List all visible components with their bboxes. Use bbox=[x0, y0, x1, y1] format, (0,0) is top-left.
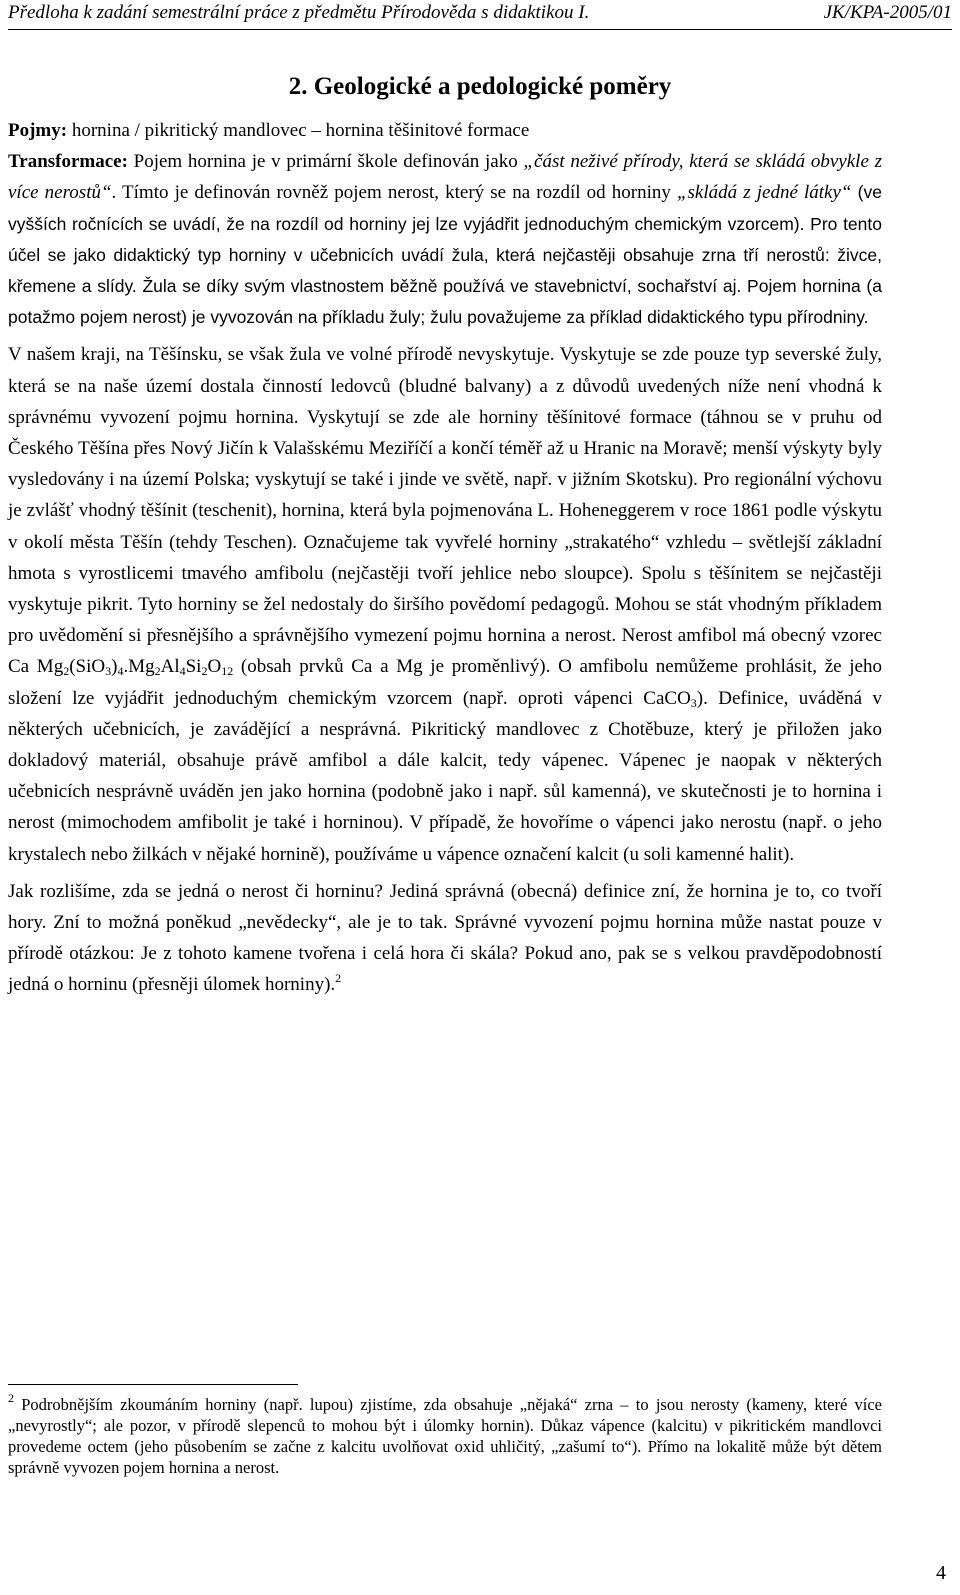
text-run: ). bbox=[696, 687, 708, 709]
emphasis-definition: „skládá z jedné látky“ bbox=[676, 182, 852, 204]
subscript: 2 bbox=[154, 664, 161, 679]
formula-part: ) bbox=[111, 656, 118, 678]
page-header bbox=[8, 0, 952, 30]
footnote bbox=[8, 1391, 882, 1478]
text-run: V případě, že hovoříme o vápenci jako nerostu (např. o jeho krystalech nebo žilkách v nějaké hornině), používáme u vápence označení kalcit (u soli kamenné halit). bbox=[8, 812, 882, 865]
text-run: Pikritický mandlovec z Chotěbuze, který je přiložen jako dokladový materiál, obsahuje právě amfibol a dále kalcit, tedy vápenec. bbox=[8, 718, 882, 772]
text-run: Označujeme tak vyvřelé horniny „strakatého“ vzhledu – světlejší základní hmota s vyrostlicemi tmavého amfibolu (nejčastěji tvoří jehlice nebo sloupce). bbox=[8, 531, 882, 584]
header-course-title: Předloha k zadání semestrální práce z předmětu Přírodověda s didaktikou I. bbox=[8, 2, 590, 23]
body-text bbox=[8, 115, 882, 1001]
header-document-code: JK/KPA-2005/01 bbox=[823, 2, 952, 23]
footnote-mark: 2 bbox=[8, 1391, 14, 1405]
section-title: 2. Geologické a pedologické poměry bbox=[288, 73, 672, 100]
footnote-text: Podrobnějším zkoumáním horniny (např. lupou) zjistíme, zda obsahuje „nějaká“ zrna – to jsou nerosty (kameny, které více „nevyrostly“; ale pozor, v přírodě slepenců to mohou být i úlomky hornin). Důkaz vápence (kalcitu) v pikritickém mandlovci provedeme octem (jeho působením se začne z kalcitu uvolňovat oxid uhličitý, „zašumí to“). Přímo na lokalitě může být dětem správně vyvozen pojem hornina a nerost. bbox=[8, 1395, 882, 1477]
subscript: 4 bbox=[179, 664, 186, 679]
text-run: Vyskytuje se zde pouze typ severské žuly, která se na naše území dostala činností ledovců (bludné balvany) a z důvodů uvedených níže není vhodná k správnému vyvození pojmu hornina. bbox=[8, 344, 883, 428]
subscript: 3 bbox=[690, 695, 697, 710]
subscript: 2 bbox=[63, 664, 70, 679]
pojmy-line bbox=[8, 115, 882, 146]
text-run: Vápenec je naopak v některých učebnicích nesprávně uváděn jen jako hornina (podobně jako i např. sůl kamenná), ve skutečnosti je to hornina i nerost (mimochodem amfibolit je také i horninou). bbox=[8, 750, 882, 834]
amphibole-formula bbox=[63, 656, 233, 677]
text-run: Pojem hornina je v primární škole definován jako bbox=[127, 151, 524, 173]
emphasis-definition: „část neživé přírody, která se skládá obvykle z více nerostů“ bbox=[8, 151, 882, 204]
text-run: Tyto horniny se žel nedostaly do širšího povědomí pedagogů. bbox=[133, 594, 610, 616]
page-number: 4 bbox=[936, 1562, 946, 1584]
subscript: 2 bbox=[201, 664, 208, 679]
text-run: Definice, uváděná v některých učebnicích, je zavádějící a nesprávná. bbox=[8, 687, 882, 740]
text-run: Nerost amfibol má obecný vzorec Ca Mg bbox=[8, 625, 882, 678]
teschenite-paragraph bbox=[8, 339, 882, 869]
text-run: (obsah prvků Ca a Mg je proměnlivý). bbox=[233, 656, 551, 678]
text-run: . Tímto je definován rovněž pojem nerost, který se na rozdíl od horniny bbox=[111, 182, 677, 204]
footnote-reference[interactable]: 2 bbox=[335, 971, 342, 986]
pojmy-label: Pojmy: bbox=[8, 120, 68, 141]
subscript: 3 bbox=[105, 664, 112, 679]
formula-part: Al bbox=[160, 656, 180, 678]
transformace-label: Transformace: bbox=[8, 151, 128, 173]
transformace-paragraph bbox=[8, 146, 882, 333]
text-run: V našem kraji, na Těšínsku, se však žula ve volné přírodě nevyskytuje. bbox=[8, 344, 555, 366]
text-run: Pro regionální výchovu je zvlášť vhodný těšínit (teschenit), hornina, která byla pojmenována L. Hoheneggerem v roce 1861 podle výskytu v okolí města Těšín (tehdy Teschen). bbox=[8, 469, 883, 553]
subscript: 12 bbox=[221, 664, 234, 679]
definition-paragraph bbox=[8, 876, 882, 1001]
formula-part: Si bbox=[185, 656, 202, 678]
text-run: Vyskytují se zde ale horniny těšínitové formace (táhnou se v pruhu od Českého Těšína přes Nový Jičín k Valašskému Meziříčí a končí téměř až u Hranic na Moravě; menší výskyty byly vysledovány i na území Polska; vyskytují se také i jinde ve světě, např. v jižním Skotsku). bbox=[8, 406, 883, 491]
text-run: Jak rozlišíme, zda se jedná o nerost či horninu? Jediná správná (obecná) definice zní, že hornina je to, co tvoří hory. Zní to možná poněkud „nevědecky“, ale je to tak. Správné vyvození pojmu hornina může nastat pouze v přírodě otázkou: Je z tohoto kamene tvořena i celá hora či skála? Pokud ano, pak se s velkou pravděpodobností jedná o horninu (přesněji úlomek horniny). bbox=[8, 880, 882, 996]
subscript: 4 bbox=[117, 664, 124, 679]
formula-part: .Mg bbox=[123, 656, 155, 678]
text-run: O amfibolu nemůžeme prohlásit, že jeho složení lze vyjádřit jednoduchým chemickým vzorcem (např. oproti vápenci CaCO bbox=[8, 656, 882, 709]
pojmy-text: hornina / pikritický mandlovec – hornina těšinitové formace bbox=[67, 120, 530, 141]
text-run: Spolu s těšínitem se nejčastěji vyskytuje pikrit. bbox=[8, 562, 882, 616]
text-run: Mohou se stát vhodným příkladem pro uvědomění si přesnějšího a správnějšího vymezení pojmu hornina a nerost. bbox=[8, 594, 882, 647]
formula-part: (SiO bbox=[69, 656, 106, 678]
footnote-separator bbox=[8, 1384, 298, 1385]
text-run: (ve vyšších ročnících se uvádí, že na rozdíl od horniny jej lze vyjádřit jednoduchým chemickým vzorcem). Pro tento účel se jako didaktický typ horniny v učebnicích uvádí žula, která nejčastěji obsahuje zrna tří nerostů: živce, křemene a slídy. Žula se díky svým vlastnostem běžně používá ve stavebnictví, sochařství aj. Pojem hornina (a potažmo pojem nerost) je vyvozován na příkladu žuly; žulu považujeme za příklad didaktického typu přírodniny. bbox=[8, 182, 882, 328]
formula-part: O bbox=[207, 656, 222, 678]
